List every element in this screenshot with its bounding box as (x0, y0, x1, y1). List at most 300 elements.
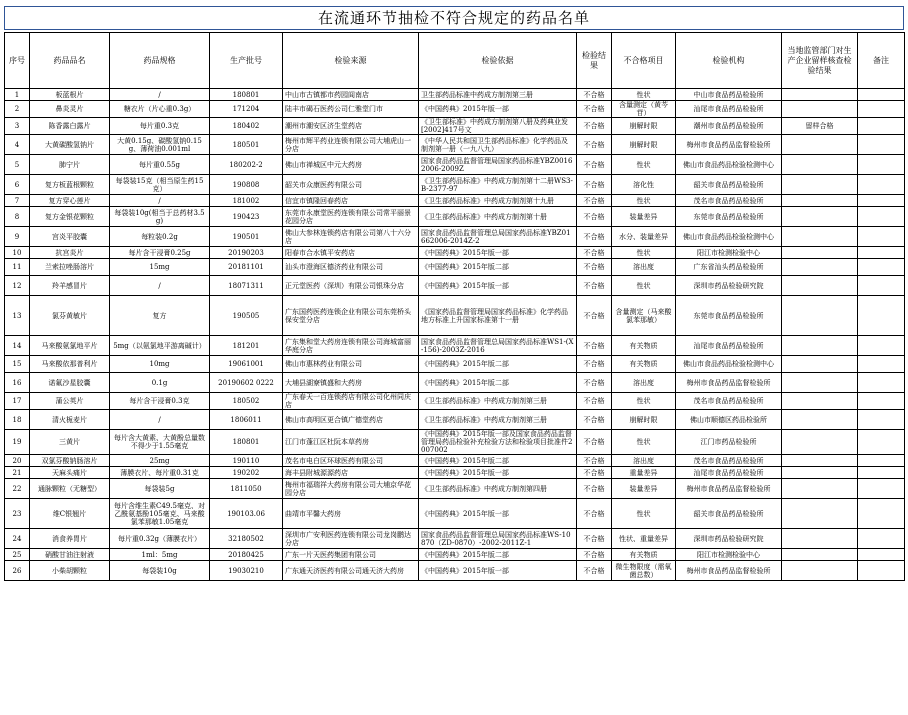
serial-cell: 6 (5, 175, 30, 195)
basis-cell: 《中国药典》2015年版一部 (419, 499, 577, 529)
column-header: 检验结果 (577, 33, 612, 89)
institution-cell: 韶关市食品药品检验所 (676, 175, 782, 195)
spec-cell: 每片含大黄素、大黄酚总量数不得少于1.55毫克 (110, 430, 210, 455)
basis-cell: 《卫生部药品标准》中药成方制剂第三册 (419, 410, 577, 430)
drug-name-cell: 复方板蓝根颗粒 (30, 175, 110, 195)
batch-cell: 20190602 0222 (210, 373, 283, 393)
institution-cell: 江门市药品检验所 (676, 430, 782, 455)
failed-item-cell: 性状 (612, 393, 676, 410)
failed-item-cell: 溶出度 (612, 455, 676, 467)
remark-cell (858, 373, 905, 393)
source-cell: 茂名市电白区环球医药有限公司 (283, 455, 419, 467)
source-cell: 汕头市澄海区德济药业有限公司 (283, 259, 419, 276)
basis-cell: 《卫生部药品标准》中药成方制剂第四册 (419, 479, 577, 499)
recheck-cell (782, 89, 858, 101)
spec-cell: 每片重0.55g (110, 155, 210, 175)
remark-cell (858, 430, 905, 455)
spec-cell: 每袋装5g (110, 479, 210, 499)
column-header: 不合格项目 (612, 33, 676, 89)
source-cell: 正元堂医药（深圳）有限公司银珠分店 (283, 276, 419, 296)
source-cell: 曲靖市平馨大药房 (283, 499, 419, 529)
spec-cell: / (110, 89, 210, 101)
failed-item-cell: 有关物质 (612, 549, 676, 561)
failed-item-cell: 含量测定（马来酸氯苯那敏） (612, 296, 676, 336)
spec-cell: 15mg (110, 259, 210, 276)
remark-cell (858, 479, 905, 499)
recheck-cell (782, 227, 858, 247)
serial-cell: 22 (5, 479, 30, 499)
remark-cell (858, 499, 905, 529)
batch-cell: 180801 (210, 430, 283, 455)
table-row (5, 455, 905, 467)
remark-cell (858, 410, 905, 430)
result-cell: 不合格 (577, 247, 612, 259)
drug-name-cell: 诺氟沙星胶囊 (30, 373, 110, 393)
batch-cell: 180501 (210, 135, 283, 155)
institution-cell: 广东省汕头药品检验所 (676, 259, 782, 276)
batch-cell: 19061001 (210, 356, 283, 373)
drug-name-cell: 兰索拉唑肠溶片 (30, 259, 110, 276)
result-cell: 不合格 (577, 356, 612, 373)
table-row (5, 195, 905, 207)
table-row (5, 296, 905, 336)
serial-cell: 2 (5, 101, 30, 118)
institution-cell: 梅州市食品药品监督检验所 (676, 561, 782, 581)
institution-cell: 阳江市检测检验中心 (676, 247, 782, 259)
source-cell: 东莞市永康堂医药连锁有限公司常平丽景花园分店 (283, 207, 419, 227)
remark-cell (858, 561, 905, 581)
serial-cell: 21 (5, 467, 30, 479)
source-cell: 潮州市潮安区济生堂药店 (283, 118, 419, 135)
basis-cell: 《中国药典》2015年版二部 (419, 373, 577, 393)
basis-cell: 《中国药典》2015年版二部 (419, 455, 577, 467)
spec-cell: 每袋装15克（相当原生药15克） (110, 175, 210, 195)
result-cell: 不合格 (577, 479, 612, 499)
table-row (5, 259, 905, 276)
batch-cell: 20181101 (210, 259, 283, 276)
remark-cell (858, 336, 905, 356)
column-header: 检验机构 (676, 33, 782, 89)
serial-cell: 19 (5, 430, 30, 455)
table-row (5, 247, 905, 259)
recheck-cell (782, 373, 858, 393)
failed-item-cell: 溶出度 (612, 259, 676, 276)
remark-cell (858, 195, 905, 207)
failed-item-cell: 水分、装量差异 (612, 227, 676, 247)
remark-cell (858, 296, 905, 336)
result-cell: 不合格 (577, 393, 612, 410)
result-cell: 不合格 (577, 259, 612, 276)
batch-cell: 18071311 (210, 276, 283, 296)
serial-cell: 20 (5, 455, 30, 467)
source-cell: 中山市古镇都市药园闾南店 (283, 89, 419, 101)
table-body (5, 89, 905, 581)
column-header: 当地监管部门对生产企业留样核查检验结果 (782, 33, 858, 89)
failed-item-cell: 含量测定（黄芩苷） (612, 101, 676, 118)
drug-name-cell: 肺宁片 (30, 155, 110, 175)
batch-cell: 20180425 (210, 549, 283, 561)
basis-cell: 《中国药典》2015年版二部 (419, 259, 577, 276)
institution-cell: 梅州市食品药品监督检验所 (676, 135, 782, 155)
institution-cell: 东莞市食品药品检验所 (676, 296, 782, 336)
recheck-cell (782, 467, 858, 479)
batch-cell: 1806011 (210, 410, 283, 430)
table-row (5, 175, 905, 195)
remark-cell (858, 529, 905, 549)
basis-cell: 国家食品药品监督管理局国家药品标准YBZ00162006-2009Z (419, 155, 577, 175)
drug-name-cell: 通脉颗粒（无糖型） (30, 479, 110, 499)
failed-item-cell: 性状 (612, 195, 676, 207)
spec-cell: 10mg (110, 356, 210, 373)
drug-name-cell: 板蓝根片 (30, 89, 110, 101)
column-header: 检验依据 (419, 33, 577, 89)
result-cell: 不合格 (577, 155, 612, 175)
drug-name-cell: 宫炎平胶囊 (30, 227, 110, 247)
table-row (5, 467, 905, 479)
basis-cell: 《中国药典》2015年版一部 (419, 561, 577, 581)
result-cell: 不合格 (577, 207, 612, 227)
drug-table (4, 32, 905, 581)
table-row (5, 276, 905, 296)
serial-cell: 3 (5, 118, 30, 135)
batch-cell: 180202-2 (210, 155, 283, 175)
spec-cell: 1ml：5mg (110, 549, 210, 561)
batch-cell: 190103.06 (210, 499, 283, 529)
drug-name-cell: 硝酸甘油注射液 (30, 549, 110, 561)
result-cell: 不合格 (577, 499, 612, 529)
source-cell: 信宜市镇隆回春药店 (283, 195, 419, 207)
failed-item-cell: 性状 (612, 430, 676, 455)
spec-cell: 每片含干浸膏0.3克 (110, 393, 210, 410)
remark-cell (858, 227, 905, 247)
result-cell: 不合格 (577, 455, 612, 467)
institution-cell: 中山市食品药品检验所 (676, 89, 782, 101)
batch-cell: 190501 (210, 227, 283, 247)
source-cell: 江门市蓬江区杜阮本草药房 (283, 430, 419, 455)
basis-cell: 《中国药典》2015年版二部 (419, 549, 577, 561)
table-row (5, 393, 905, 410)
failed-item-cell: 崩解时限 (612, 410, 676, 430)
table-row (5, 430, 905, 455)
failed-item-cell: 崩解时限 (612, 135, 676, 155)
spec-cell: 每片重0.32g（薄膜衣片） (110, 529, 210, 549)
failed-item-cell: 性状、重量差异 (612, 529, 676, 549)
spec-cell: 25mg (110, 455, 210, 467)
basis-cell: 《卫生部标准》中药成方制剂第八册及药典业发[2002]417号文 (419, 118, 577, 135)
serial-cell: 5 (5, 155, 30, 175)
serial-cell: 17 (5, 393, 30, 410)
basis-cell: 《中华人民共和国卫生部药品标准》化学药品及制剂第一册（一九八九） (419, 135, 577, 155)
institution-cell: 佛山市食品药品检验检测中心 (676, 155, 782, 175)
recheck-cell (782, 101, 858, 118)
batch-cell: 180801 (210, 89, 283, 101)
table-row (5, 561, 905, 581)
source-cell: 广东国药医药连锁企业有限公司东莞桥头保安堂分店 (283, 296, 419, 336)
drug-name-cell: 双氯芬酸钠肠溶片 (30, 455, 110, 467)
batch-cell: 19030210 (210, 561, 283, 581)
spec-cell: 每袋装10g(相当于总药材3.5g) (110, 207, 210, 227)
failed-item-cell: 有关物质 (612, 356, 676, 373)
basis-cell: 《中国药典》2015年版一部 (419, 247, 577, 259)
institution-cell: 茂名市食品药品检验所 (676, 455, 782, 467)
serial-cell: 9 (5, 227, 30, 247)
spec-cell: 大黄0.15g、碳酸氢钠0.15g、薄荷油0.001ml (110, 135, 210, 155)
serial-cell: 15 (5, 356, 30, 373)
table-row (5, 529, 905, 549)
drug-name-cell: 消食养胃片 (30, 529, 110, 549)
batch-cell: 190505 (210, 296, 283, 336)
serial-cell: 11 (5, 259, 30, 276)
source-cell: 陆丰市碣石医药公司仁雅堂门市 (283, 101, 419, 118)
recheck-cell (782, 356, 858, 373)
institution-cell: 阳江市检测检验中心 (676, 549, 782, 561)
batch-cell: 171204 (210, 101, 283, 118)
table-header (5, 33, 905, 89)
table-row (5, 336, 905, 356)
source-cell: 佛山市惠林药业有限公司 (283, 356, 419, 373)
recheck-cell (782, 259, 858, 276)
remark-cell (858, 247, 905, 259)
table-row (5, 101, 905, 118)
source-cell: 深圳市广安利医药连锁有限公司龙岗鹏达分店 (283, 529, 419, 549)
batch-cell: 32180502 (210, 529, 283, 549)
institution-cell: 汕尾市食品药品检验所 (676, 336, 782, 356)
source-cell: 韶关市众康医药有限公司 (283, 175, 419, 195)
remark-cell (858, 467, 905, 479)
column-header: 备注 (858, 33, 905, 89)
source-cell: 广东一片天医药集团有限公司 (283, 549, 419, 561)
recheck-cell (782, 296, 858, 336)
result-cell: 不合格 (577, 529, 612, 549)
result-cell: 不合格 (577, 118, 612, 135)
column-header: 药品品名 (30, 33, 110, 89)
basis-cell: 国家食品药品监督管理总局国家药品标准WS1-(X-156)-2003Z-2016 (419, 336, 577, 356)
header-row (5, 33, 905, 89)
recheck-cell (782, 561, 858, 581)
remark-cell (858, 356, 905, 373)
batch-cell: 1811050 (210, 479, 283, 499)
spec-cell: 复方 (110, 296, 210, 336)
page-title: 在流通环节抽检不符合规定的药品名单 (4, 6, 904, 30)
recheck-cell: 留样合格 (782, 118, 858, 135)
failed-item-cell: 性状 (612, 155, 676, 175)
column-header: 生产批号 (210, 33, 283, 89)
drug-name-cell: 抗宫炎片 (30, 247, 110, 259)
failed-item-cell: 性状 (612, 276, 676, 296)
basis-cell: 《中国药典》2015年版一部及国家食品药品监督管理局药品检验补充检验方法和检验项目批准件2007002 (419, 430, 577, 455)
institution-cell: 茂名市食品药品检验所 (676, 393, 782, 410)
recheck-cell (782, 455, 858, 467)
failed-item-cell: 溶化性 (612, 175, 676, 195)
basis-cell: 《卫生部药品标准》中药成方制剂第十二册WS3-B-2377-97 (419, 175, 577, 195)
remark-cell (858, 155, 905, 175)
basis-cell: 《卫生部药品标准》中药成方制剂第十册 (419, 207, 577, 227)
batch-cell: 180402 (210, 118, 283, 135)
table-row (5, 356, 905, 373)
spec-cell: 每粒装0.2g (110, 227, 210, 247)
drug-name-cell: 清火栀麦片 (30, 410, 110, 430)
recheck-cell (782, 499, 858, 529)
failed-item-cell: 性状 (612, 499, 676, 529)
institution-cell: 潮州市食品药品检验所 (676, 118, 782, 135)
basis-cell: 《中国药典》2015年版一部 (419, 467, 577, 479)
basis-cell: 《中国药典》2015年版二部 (419, 356, 577, 373)
institution-cell: 汕尾市食品药品检验所 (676, 101, 782, 118)
source-cell: 佛山市禅城区中元大药房 (283, 155, 419, 175)
spec-cell: 每片含维生素C49.5毫克、对乙酰氨基酚105毫克、马来酸氯苯那敏1.05毫克 (110, 499, 210, 529)
batch-cell: 190808 (210, 175, 283, 195)
failed-item-cell: 性状 (612, 247, 676, 259)
result-cell: 不合格 (577, 89, 612, 101)
table-row (5, 410, 905, 430)
result-cell: 不合格 (577, 336, 612, 356)
source-cell: 阳春市合水镇平安药店 (283, 247, 419, 259)
spec-cell: 0.1g (110, 373, 210, 393)
recheck-cell (782, 195, 858, 207)
table-row (5, 89, 905, 101)
serial-cell: 18 (5, 410, 30, 430)
spec-cell: / (110, 195, 210, 207)
recheck-cell (782, 155, 858, 175)
drug-name-cell: 蒲公英片 (30, 393, 110, 410)
institution-cell: 佛山市顺德区药品检验所 (676, 410, 782, 430)
failed-item-cell: 有关物质 (612, 336, 676, 356)
drug-name-cell: 天麻头痛片 (30, 467, 110, 479)
remark-cell (858, 549, 905, 561)
result-cell: 不合格 (577, 276, 612, 296)
failed-item-cell: 重量差异 (612, 467, 676, 479)
basis-cell: 《卫生部药品标准》中药成方制剂第三册 (419, 393, 577, 410)
serial-cell: 14 (5, 336, 30, 356)
table-row (5, 373, 905, 393)
batch-cell: 20190203 (210, 247, 283, 259)
table-row (5, 118, 905, 135)
serial-cell: 8 (5, 207, 30, 227)
drug-name-cell: 复方金银花颗粒 (30, 207, 110, 227)
serial-cell: 7 (5, 195, 30, 207)
spec-cell: 薄膜衣片、每片重0.31克 (110, 467, 210, 479)
spec-cell: 每片含干浸膏0.25g (110, 247, 210, 259)
institution-cell: 梅州市食品药品监督检验所 (676, 479, 782, 499)
result-cell: 不合格 (577, 227, 612, 247)
table-row (5, 155, 905, 175)
serial-cell: 12 (5, 276, 30, 296)
result-cell: 不合格 (577, 101, 612, 118)
recheck-cell (782, 175, 858, 195)
result-cell: 不合格 (577, 195, 612, 207)
result-cell: 不合格 (577, 135, 612, 155)
recheck-cell (782, 430, 858, 455)
source-cell: 梅州市福瑞祥大药房有限公司大埔京华花园分店 (283, 479, 419, 499)
basis-cell: 《国家药品监督管理局国家药品标准》化学药品地方标准上升国家标准第十一册 (419, 296, 577, 336)
source-cell: 广东通天济医药有限公司通天济大药房 (283, 561, 419, 581)
recheck-cell (782, 276, 858, 296)
basis-cell: 国家食品药品监督管理总局国家药品标准WS-10870（ZD-0870）-2002-2011Z-1 (419, 529, 577, 549)
drug-name-cell: 马来酸依那普利片 (30, 356, 110, 373)
recheck-cell (782, 529, 858, 549)
remark-cell (858, 101, 905, 118)
spec-cell: / (110, 410, 210, 430)
drug-name-cell: 三黄片 (30, 430, 110, 455)
table-row (5, 227, 905, 247)
result-cell: 不合格 (577, 549, 612, 561)
failed-item-cell: 崩解时限 (612, 118, 676, 135)
remark-cell (858, 259, 905, 276)
source-cell: 梅州市辉平药业连锁有限公司大埔虎山一分店 (283, 135, 419, 155)
batch-cell: 190202 (210, 467, 283, 479)
spec-cell: 5mg（以氨氯地平游离碱计） (110, 336, 210, 356)
spec-cell: 每片重0.3克 (110, 118, 210, 135)
column-header: 检验来源 (283, 33, 419, 89)
recheck-cell (782, 393, 858, 410)
result-cell: 不合格 (577, 430, 612, 455)
result-cell: 不合格 (577, 175, 612, 195)
drug-name-cell: 大黄碳酸氢钠片 (30, 135, 110, 155)
remark-cell (858, 175, 905, 195)
serial-cell: 1 (5, 89, 30, 101)
recheck-cell (782, 336, 858, 356)
batch-cell: 190423 (210, 207, 283, 227)
institution-cell: 深圳市药品检验研究院 (676, 276, 782, 296)
remark-cell (858, 207, 905, 227)
serial-cell: 26 (5, 561, 30, 581)
failed-item-cell: 装量差异 (612, 479, 676, 499)
serial-cell: 24 (5, 529, 30, 549)
source-cell: 海丰县附城源源药店 (283, 467, 419, 479)
document-sheet (4, 6, 904, 581)
failed-item-cell: 装量差异 (612, 207, 676, 227)
serial-cell: 4 (5, 135, 30, 155)
basis-cell: 《中国药典》2015年版一部 (419, 101, 577, 118)
remark-cell (858, 276, 905, 296)
institution-cell: 佛山市食品药品检验检测中心 (676, 227, 782, 247)
batch-cell: 181002 (210, 195, 283, 207)
source-cell: 大埔县湖寮镇盛和大药房 (283, 373, 419, 393)
recheck-cell (782, 207, 858, 227)
source-cell: 佛山大参林连锁药店有限公司第八十六分店 (283, 227, 419, 247)
drug-name-cell: 马来酸氨氯地平片 (30, 336, 110, 356)
remark-cell (858, 135, 905, 155)
serial-cell: 13 (5, 296, 30, 336)
remark-cell (858, 393, 905, 410)
serial-cell: 25 (5, 549, 30, 561)
source-cell: 广东集和堂大药房连锁有限公司海城富丽华庭分店 (283, 336, 419, 356)
failed-item-cell: 溶出度 (612, 373, 676, 393)
serial-cell: 23 (5, 499, 30, 529)
recheck-cell (782, 135, 858, 155)
table-row (5, 499, 905, 529)
batch-cell: 181201 (210, 336, 283, 356)
table-row (5, 207, 905, 227)
drug-name-cell: 小柴胡颗粒 (30, 561, 110, 581)
institution-cell: 茂名市食品药品检验所 (676, 195, 782, 207)
basis-cell: 《卫生部药品标准》中药成方制剂第十九册 (419, 195, 577, 207)
result-cell: 不合格 (577, 410, 612, 430)
serial-cell: 16 (5, 373, 30, 393)
result-cell: 不合格 (577, 467, 612, 479)
result-cell: 不合格 (577, 373, 612, 393)
basis-cell: 国家食品药品监督管理总局国家药品标准YBZ01662006-2014Z-2 (419, 227, 577, 247)
drug-name-cell: 维C银翘片 (30, 499, 110, 529)
spec-cell: 每袋装10g (110, 561, 210, 581)
drug-name-cell: 陈香露白露片 (30, 118, 110, 135)
column-header: 药品规格 (110, 33, 210, 89)
drug-name-cell: 鼻炎灵片 (30, 101, 110, 118)
drug-name-cell: 氯芬黄敏片 (30, 296, 110, 336)
institution-cell: 汕尾市食品药品检验所 (676, 467, 782, 479)
batch-cell: 180502 (210, 393, 283, 410)
institution-cell: 东莞市食品药品检验所 (676, 207, 782, 227)
